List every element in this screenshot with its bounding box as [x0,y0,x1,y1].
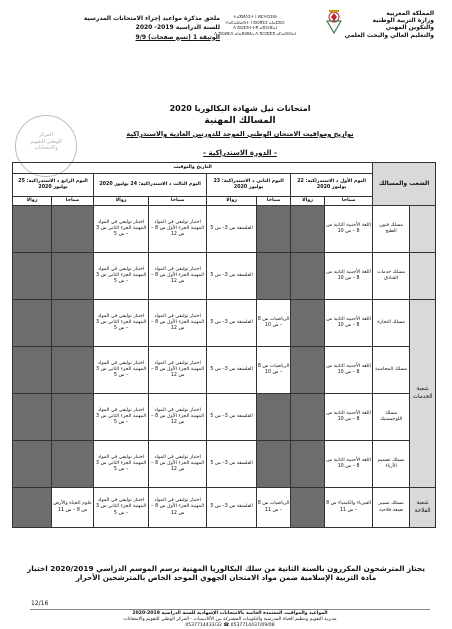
tracks-title: المسالك المهنية [204,116,276,126]
cell: الفلسفة س 3– س 5 [207,488,257,528]
evening-label: زوالا [207,197,257,206]
track-cell: مسلك فنون الطبخ [373,206,410,253]
cell [13,441,52,488]
cell: اختبار توليفي في المواد المهنية الجزء الثاني س 3 – س 5 [94,300,149,347]
cell [257,394,291,441]
cell [291,441,325,488]
cell: الفلسفة س 3– س 5 [207,394,257,441]
subtitle: تواريخ ومواقيت الامتحان الوطني الموحد للدورتين العادية والاستدراكية [126,130,354,138]
date-header: التاريخ والتوقيت [13,163,373,174]
tifinagh-header: ⵜⴰⴳⵍⴷⵉⵜ ⵏ ⵍⵎⵖⵔⵉⴱ ⵜⴰⵎⴰⵡⴰⵙⵜ ⵏ ⵓⵙⴳⵎⵉ ⴰⵏⴰⵎⵓⵔ ⴷ ⵓⵙⵎⵓⵜⵜⴳ ⴰⵣⵔⴼⴰⵏ ⴷ ⵓⵙⵍⵎⴷ ⴰⵏⴰⴼⵍⵍⴰ ⴷ ⵓⵔⵣⵣⵓ ⴰⵎⴰⵙⵙⴰⵏ [214,14,296,37]
cell [291,488,325,528]
cell: اللغة الأجنبية الثانية س 8 – س 10 [325,300,373,347]
day-1-header: اليوم الأول د الاستدراكية: 22 يوليوز 2020 [291,174,373,197]
cell: اللغة الأجنبية الثانية س 8 – س 10 [325,253,373,300]
day-3-header: اليوم الثالث د الاستدراكية: 24 يوليوز 2020 [94,174,207,197]
cell [52,394,94,441]
cell: الرياضيات س 8 – س 10 [257,300,291,347]
table-row [13,347,436,394]
cell [13,394,52,441]
document-ref: الوثيقة 1 (تسع صفحات) 9/9 [135,33,220,41]
royal-emblem-icon [322,9,346,35]
cell: الرياضيات س 8 – س 10 [257,347,291,394]
evening-label: زوالا [291,197,325,206]
cell [52,206,94,253]
track-cell: مسلك خدمات الفنادق [373,253,410,300]
cell: اختبار توليفي في المواد المهنية الجزء الثاني س 3 – س 5 [94,441,149,488]
cell [291,206,325,253]
schedule-table [12,162,436,528]
cell [13,300,52,347]
group-cell: شعبة الفلاحة [410,488,436,528]
cell [13,488,52,528]
cell: اختبار توليفي في المواد المهنية الجزء الثاني س 3 – س 5 [94,206,149,253]
cell: الفلسفة س 3– س 5 [207,206,257,253]
cell: اختبار توليفي في المواد المهنية الجزء الثاني س 3 – س 5 [94,488,149,528]
cell [291,253,325,300]
group-cell [410,253,436,300]
cell: اختبار توليفي في المواد المهنية الجزء الأول س 8 – س 12 [149,347,207,394]
morning-label: صباحا [149,197,207,206]
cell [13,253,52,300]
evening-label: زوالا [94,197,149,206]
cell: الفلسفة س 3– س 5 [207,253,257,300]
cell [13,347,52,394]
cell [52,300,94,347]
day-2-header: اليوم الثاني د الاستدراكية: 23 يوليوز 2020 [207,174,291,197]
table-row [13,300,436,347]
exam-title: امتحانات نيل شهادة البكالوريا 2020 [169,104,311,113]
page-footer: المواعيد والمواقيت المعتمدة الخاصة بالامتحانات الإشهادية للسنة الدراسية 2019-2020 مديرية التقويم وتنظيم الحياة المدرسية والتكوينات المشتركة بين الأكاديميات - المركز الوطني للتقويم والامتحانات 0537714437/09/08 ☎ 0537714433/32 [30,609,430,629]
track-cell: مسلك اللوجيستيك [373,394,410,441]
cell [52,347,94,394]
cell: الفيزياء والكيمياء س 8 – س 11 [325,488,373,528]
cell: اختبار توليفي في المواد المهنية الجزء الأول س 8 – س 12 [149,441,207,488]
cell: اختبار توليفي في المواد المهنية الجزء الثاني س 3 – س 5 [94,394,149,441]
cell: علوم الحياة والأرض س 8 – س 11 [52,488,94,528]
table-row [13,394,436,441]
cell: اختبار توليفي في المواد المهنية الجزء الأول س 8 – س 12 [149,488,207,528]
cell: الفلسفة س 3– س 5 [207,441,257,488]
session-title: - الدورة الاستدراكية - [203,149,277,157]
cell [257,253,291,300]
cell: الرياضيات س 8 – س 11 [257,488,291,528]
cell: اللغة الأجنبية الثانية س 8 – س 10 [325,394,373,441]
cell: اختبار توليفي في المواد المهنية الجزء الثاني س 3 – س 5 [94,347,149,394]
candidates-note: يجتاز المترشحون المكررون بالسنة الثانية من سلك البكالوريا المهنية برسم الموسم الدراسي 2020/2019 اختبار مادة التربية الإسلامية ضمن مواد الامتحان الجهوي الموحد الخاص بالمترشحين الأحرار [27,564,425,583]
watermark-stamp: المركز الوطني للتقويم والامتحانات [15,115,77,177]
day-4-header: اليوم الرابع د الاستدراكية: 25 يوليوز 2020 [13,174,94,197]
track-cell: مسلك تصميم الأزياء [373,441,410,488]
cell: اختبار توليفي في المواد المهنية الجزء الأول س 8 – س 12 [149,394,207,441]
cell [52,441,94,488]
morning-label: صباحا [257,197,291,206]
cell [291,394,325,441]
cell [291,300,325,347]
evening-label: زوالا [13,197,52,206]
table-row [13,253,436,300]
page-number: 12/16 [31,600,49,607]
track-cell: مسلك المحاسبة [373,347,410,394]
cell: اختبار توليفي في المواد المهنية الجزء الأول س 8 – س 12 [149,300,207,347]
morning-label: صباحا [325,197,373,206]
cell: اختبار توليفي في المواد المهنية الجزء الأول س 8 – س 12 [149,206,207,253]
group-cell [410,206,436,253]
cell [257,206,291,253]
table-row [13,441,436,488]
cell: اللغة الأجنبية الثانية س 8 – س 10 [325,347,373,394]
cell [52,253,94,300]
ministry-name: المملكة المغربية وزارة التربية الوطنية والتكوين المهني والتعليم العالي والبحث العلمي [344,10,434,39]
cell: اللغة الأجنبية الثانية س 8 – س 10 [325,441,373,488]
cell [291,347,325,394]
branch-header: الشعب والمسالك [373,163,436,206]
document-header: ملحق مذكرة مواعيد إجراء الامتحانات المدرسية للسنة الدراسية 2019- 2020 الوثيقة 1 (تسع صفحات) 9/9 [40,14,220,42]
cell: اللغة الأجنبية الثانية س 8 – س 10 [325,206,373,253]
cell: الفلسفة س 3– س 5 [207,300,257,347]
track-cell: مسلك التجارة [373,300,410,347]
cell: الفلسفة س 3– س 5 [207,347,257,394]
cell: اختبار توليفي في المواد المهنية الجزء الثاني س 3 – س 5 [94,253,149,300]
group-cell: شعبة الخدمات [410,300,436,488]
cell [13,206,52,253]
track-cell: مسلك تسيير ضيعة فلاحية [373,488,410,528]
table-row [13,488,436,528]
cell: اختبار توليفي في المواد المهنية الجزء الأول س 8 – س 12 [149,253,207,300]
morning-label: صباحا [52,197,94,206]
table-row [13,206,436,253]
cell [257,441,291,488]
